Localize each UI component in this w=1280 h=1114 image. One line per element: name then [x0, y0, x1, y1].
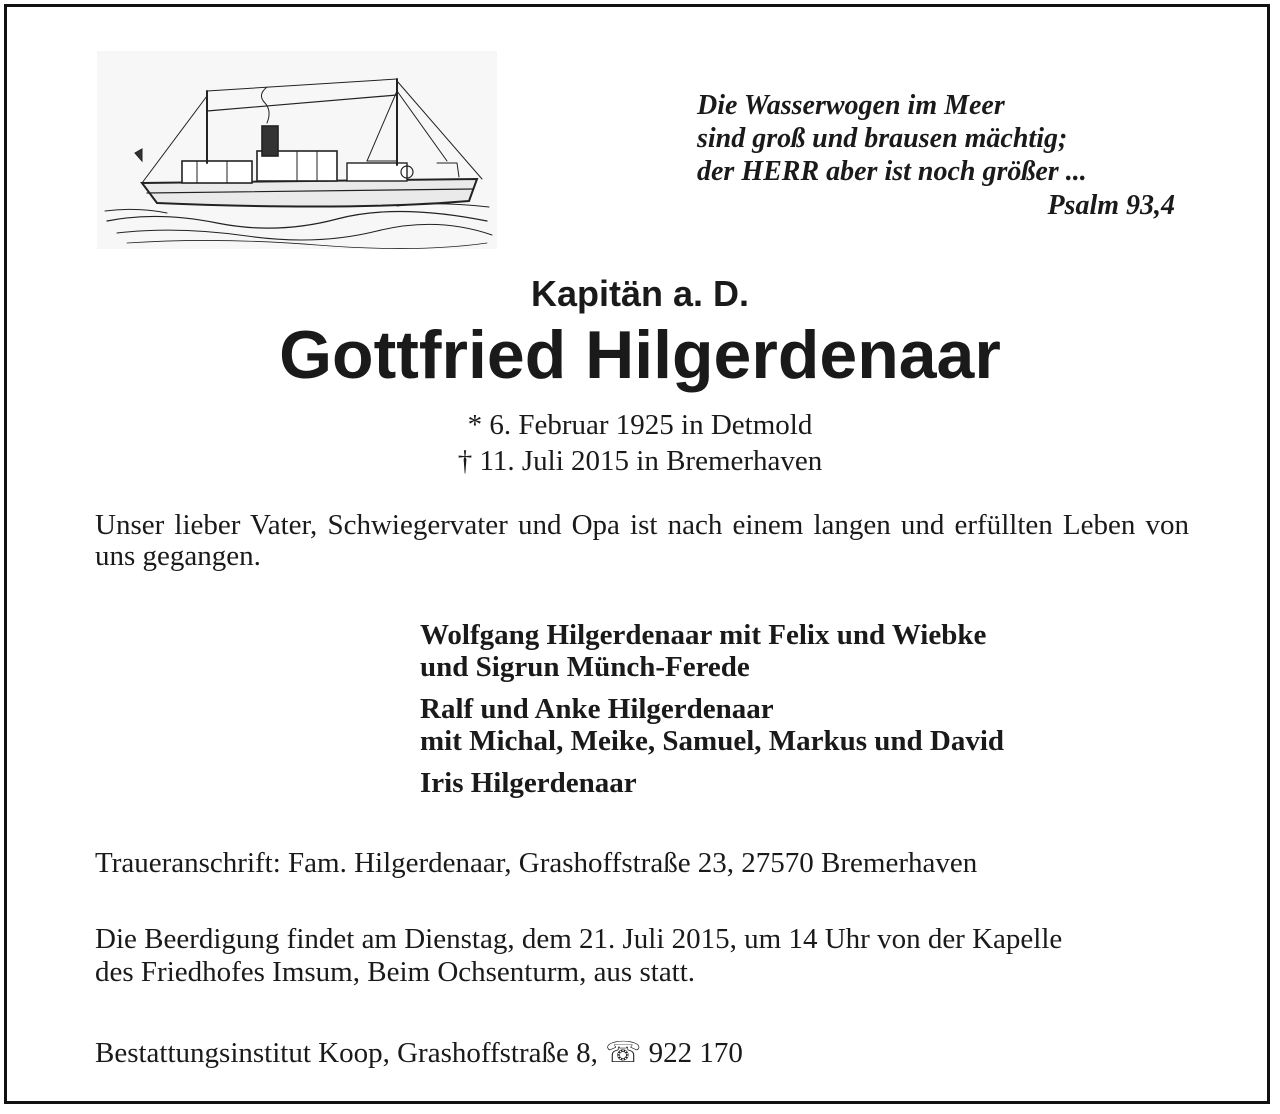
mourner-group	[420, 619, 1004, 683]
mourner-line: Iris Hilgerdenaar	[420, 767, 637, 799]
death-date: † 11. Juli 2015 in Bremerhaven	[457, 445, 823, 477]
condolence-message: Unser lieber Vater, Schwiegervater und Opa ist nach einem langen und erfüllten Leben von uns gegangen.	[95, 509, 1189, 572]
obituary-notice	[4, 4, 1270, 1104]
verse-line: Die Wasserwogen im Meer	[697, 90, 1005, 121]
funeral-line: Die Beerdigung findet am Dienstag, dem 21. Juli 2015, um 14 Uhr von der Kapelle	[95, 923, 1063, 955]
deceased-title: Kapitän a. D.	[530, 273, 750, 314]
mourner-line: und Sigrun Münch-Ferede	[420, 651, 750, 683]
funeral-info	[95, 923, 1189, 989]
mourner-group	[420, 767, 1004, 799]
verse-line: sind groß und brausen mächtig;	[697, 123, 1068, 154]
life-dates	[7, 407, 1273, 479]
verse-line: der HERR aber ist noch größer ...	[697, 156, 1087, 187]
funeral-home: Bestattungsinstitut Koop, Grashoffstraße 8, ☏ 922 170	[95, 1037, 743, 1069]
birth-date: * 6. Februar 1925 in Detmold	[467, 409, 813, 441]
mourner-line: Wolfgang Hilgerdenaar mit Felix und Wiebke	[420, 619, 987, 651]
mourning-address: Traueranschrift: Fam. Hilgerdenaar, Grashoffstraße 23, 27570 Bremerhaven	[95, 847, 978, 879]
mourner-group	[420, 693, 1004, 757]
mourner-line: Ralf und Anke Hilgerdenaar	[420, 693, 774, 725]
mourners-list	[420, 619, 1004, 809]
verse-reference: Psalm 93,4	[1047, 190, 1175, 221]
bible-verse	[697, 89, 1177, 222]
deceased-name: Gottfried Hilgerdenaar	[279, 317, 1001, 393]
funeral-line: des Friedhofes Imsum, Beim Ochsenturm, aus statt.	[95, 956, 696, 988]
steamship-sketch-icon	[97, 51, 497, 249]
mourner-line: mit Michal, Meike, Samuel, Markus und David	[420, 725, 1005, 757]
